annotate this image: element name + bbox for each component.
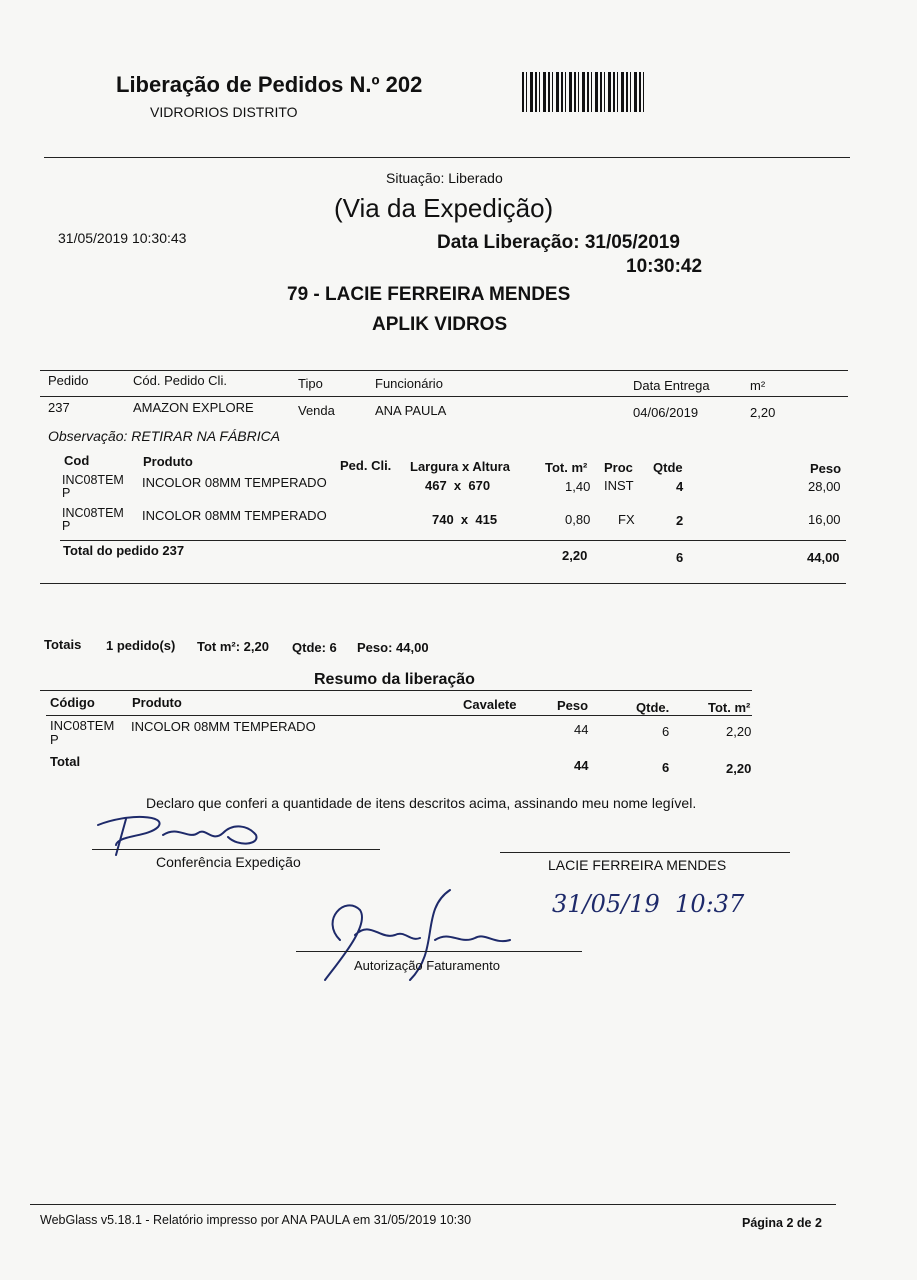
resumo-top-rule <box>40 690 752 691</box>
cell-peso: 28,00 <box>808 479 841 494</box>
col-codigo: Código <box>50 695 95 710</box>
via-label: (Via da Expedição) <box>334 193 554 223</box>
divider <box>44 157 850 158</box>
document-title: Liberação de Pedidos N.º 202 <box>116 72 423 97</box>
footer-page: Página 2 de 2 <box>742 1216 822 1230</box>
status-text: Situação: Liberado <box>386 170 503 186</box>
cell-cod-pedido-cli: AMAZON EXPLORE <box>133 400 254 415</box>
totals-label: Totais <box>44 637 82 652</box>
conferencia-label: Conferência Expedição <box>156 854 301 870</box>
client-company: APLIK VIDROS <box>372 314 508 335</box>
cell-m2: 2,20 <box>750 405 776 420</box>
col-tipo: Tipo <box>298 376 323 391</box>
col-funcionario: Funcionário <box>375 376 443 391</box>
client-sign-name: LACIE FERREIRA MENDES <box>548 857 727 873</box>
cell-codigo-cont: P <box>50 732 59 747</box>
total-pedido-qtde: 6 <box>676 550 684 565</box>
autorizacao-signature <box>300 880 540 990</box>
col-produto: Produto <box>143 454 193 469</box>
data-liberacao-time: 10:30:42 <box>626 256 703 277</box>
cell-qtde: 6 <box>662 724 670 739</box>
cell-pedido: 237 <box>48 400 70 415</box>
autorizacao-line <box>296 951 582 952</box>
table-header-rule <box>40 396 848 397</box>
conferencia-line <box>92 849 380 850</box>
cell-proc: FX <box>618 512 635 527</box>
client-name: 79 - LACIE FERREIRA MENDES <box>287 284 571 305</box>
barcode <box>522 72 646 112</box>
totals-qtde: Qtde: 6 <box>292 640 337 655</box>
autorizacao-label: Autorização Faturamento <box>354 958 500 973</box>
cell-codigo: INC08TEM <box>50 718 115 733</box>
totals-m2: Tot m²: 2,20 <box>197 639 269 654</box>
data-liberacao: Data Liberação: 31/05/2019 <box>437 232 680 253</box>
cell-cod-cont: P <box>62 486 71 500</box>
cell-dims: 740 x 415 <box>432 512 498 527</box>
col-cod-pedido-cli: Cód. Pedido Cli. <box>133 373 227 388</box>
cell-qtde: 2 <box>676 513 684 528</box>
print-datetime: 31/05/2019 10:30:43 <box>58 230 187 246</box>
col-pedido: Pedido <box>48 373 89 388</box>
resumo-header-rule <box>46 715 752 716</box>
col-ped-cli: Ped. Cli. <box>340 458 392 473</box>
col-peso: Peso <box>810 461 842 476</box>
cell-tot-m2: 1,40 <box>565 479 591 494</box>
col-proc: Proc <box>604 460 633 475</box>
cell-produto: INCOLOR 08MM TEMPERADO <box>142 508 327 523</box>
conferencia-signature <box>88 805 278 860</box>
totals-peso: Peso: 44,00 <box>357 640 429 655</box>
col-m2: m² <box>750 378 766 393</box>
total-pedido-label: Total do pedido 237 <box>63 543 185 558</box>
cell-tot-m2: 0,80 <box>565 512 591 527</box>
col-largura-altura: Largura x Altura <box>410 459 510 474</box>
cell-produto: INCOLOR 08MM TEMPERADO <box>131 719 316 734</box>
cell-dims: 467 x 670 <box>425 478 491 493</box>
resumo-total-m2: 2,20 <box>726 761 752 776</box>
col-data-entrega: Data Entrega <box>633 378 710 393</box>
cell-proc: INST <box>604 478 634 493</box>
declaration-text: Declaro que conferi a quantidade de itens descritos acima, assinando meu nome legível. <box>146 795 697 811</box>
total-rule <box>60 540 846 541</box>
resumo-total-peso: 44 <box>574 758 589 773</box>
observacao: Observação: RETIRAR NA FÁBRICA <box>48 428 281 444</box>
col-qtde: Qtde. <box>636 700 670 715</box>
totals-pedidos: 1 pedido(s) <box>106 638 176 653</box>
cell-data-entrega: 04/06/2019 <box>633 405 699 420</box>
cell-qtde: 4 <box>676 479 684 494</box>
handwritten-date: 31/05/19 10:37 <box>552 890 745 918</box>
cell-cod: INC08TEM <box>62 506 124 520</box>
resumo-total-qtde: 6 <box>662 760 670 775</box>
cell-funcionario: ANA PAULA <box>375 403 447 418</box>
footer-report: WebGlass v5.18.1 - Relatório impresso por ANA PAULA em 31/05/2019 10:30 <box>40 1213 472 1227</box>
company-name: VIDRORIOS DISTRITO <box>150 104 298 120</box>
col-tot-m2: Tot. m² <box>545 460 588 475</box>
client-sign-line <box>500 852 790 853</box>
col-cod: Cod <box>64 453 90 468</box>
col-cavalete: Cavalete <box>463 697 517 712</box>
col-peso: Peso <box>557 698 589 713</box>
resumo-total-label: Total <box>50 754 81 769</box>
total-pedido-peso: 44,00 <box>807 550 840 565</box>
cell-tipo: Venda <box>298 403 335 418</box>
table-top-rule <box>40 370 848 371</box>
section-rule <box>40 583 846 584</box>
col-produto: Produto <box>132 695 182 710</box>
cell-peso: 44 <box>574 722 589 737</box>
col-qtde: Qtde <box>653 460 683 475</box>
resumo-title: Resumo da liberação <box>314 671 475 688</box>
cell-tot-m2: 2,20 <box>726 724 752 739</box>
cell-produto: INCOLOR 08MM TEMPERADO <box>142 475 327 490</box>
col-tot-m2: Tot. m² <box>708 700 751 715</box>
cell-cod-cont: P <box>62 519 71 533</box>
total-pedido-m2: 2,20 <box>562 548 588 563</box>
footer-rule <box>30 1204 836 1205</box>
cell-peso: 16,00 <box>808 512 841 527</box>
cell-cod: INC08TEM <box>62 473 124 487</box>
